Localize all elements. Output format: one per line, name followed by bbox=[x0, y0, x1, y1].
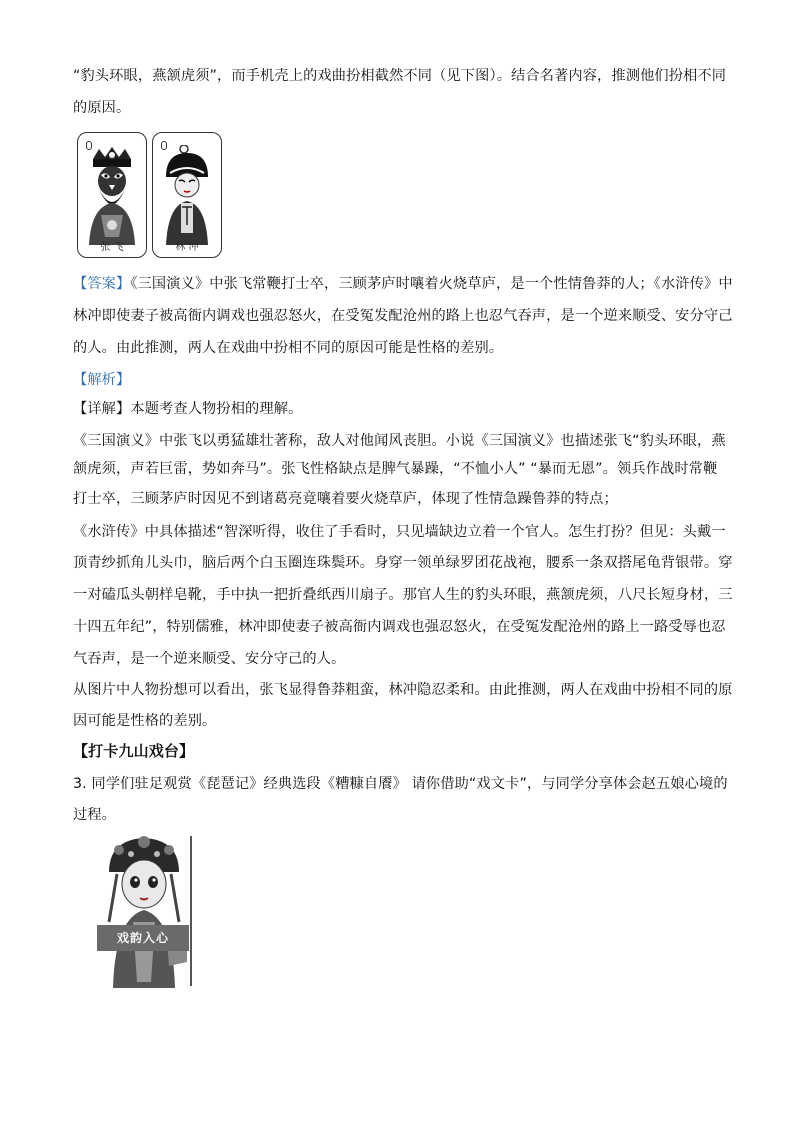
detail-line-10: 从图片中人物扮想可以看出，张飞显得鲁莽粗蛮，林冲隐忍柔和。由此推测，两人在戏曲中扮相不同的原 bbox=[73, 682, 733, 698]
phone-label-linchong: 林 冲 bbox=[175, 242, 199, 253]
detail-line-6: 顶青纱抓角儿头巾，脑后两个白玉圈连珠鬓环。身穿一领单绿罗团花战袍，腰系一条双搭尾龟背银带。穿 bbox=[73, 555, 733, 571]
answer-line-2: 林冲即使妻子被高衙内调戏也强忍怒火，在受冤发配沧州的路上也忍气吞声，是一个逆来顺受、安分守己 bbox=[73, 308, 733, 324]
intro-line-2: 的原因。 bbox=[73, 100, 131, 116]
detail-line-1: 【详解】本题考查人物扮相的理解。 bbox=[73, 401, 303, 417]
question3-line-2: 过程。 bbox=[73, 807, 117, 823]
question3-line-1: 3. 同学们驻足观赏《琵琶记》经典选段《糟糠自餍》 请你借助“戏文卡”，与同学分享体会赵五娘心境的 bbox=[73, 776, 728, 792]
detail-line-3: 颔虎须，声若巨雷，势如奔马”。张飞性格缺点是脾气暴躁，“不恤小人” “暴而无恩”。领兵作战时常鞭 bbox=[73, 461, 718, 477]
detail-line-8: 十四五年纪”，特别儒雅，林冲即使妻子被高衙内调戏也强忍怒火，在受冤发配沧州的路上一路受辱也忍 bbox=[73, 619, 726, 635]
answer-text-1: 《三国演义》中张飞常鞭打士卒，三顾茅庐时嚷着火烧草庐，是一个性情鲁莽的人；《水浒传》中 bbox=[130, 276, 733, 292]
stamp-label: 戏韵入心 bbox=[97, 925, 189, 951]
card-edge-divider bbox=[190, 836, 192, 986]
detail-line-11: 因可能是性格的差别。 bbox=[73, 713, 217, 729]
zhao-wuniang-opera-illustration bbox=[95, 832, 193, 988]
detail-line-2: 《三国演义》中张飞以勇猛雄壮著称，敌人对他闻风丧胆。小说《三国演义》也描述张飞“豹头环眼，燕 bbox=[73, 433, 726, 449]
linchong-opera-figure bbox=[154, 145, 220, 245]
detail-line-7: 一对磕瓜头朝样皂靴，手中执一把折叠纸西川扇子。那官人生的豹头环眼，燕颔虎须，八尺长短身材，三 bbox=[73, 587, 733, 603]
answer-tag: 【答案】 bbox=[73, 276, 131, 292]
detail-line-9: 气吞声，是一个逆来顺受、安分守己的人。 bbox=[73, 651, 346, 667]
section-title: 【打卡九山戏台】 bbox=[73, 742, 195, 760]
zhangfei-opera-figure bbox=[79, 145, 145, 245]
detail-line-5: 《水浒传》中具体描述“智深听得，收住了手看时，只见墙缺边立着一个官人。怎生打扮？但见：头戴一 bbox=[73, 524, 726, 540]
phone-case-linchong bbox=[152, 132, 222, 258]
detail-line-4: 打士卒，三顾茅庐时因见不到诸葛亮竟嚷着要火烧草庐，体现了性情急躁鲁莽的特点； bbox=[73, 491, 618, 507]
phone-label-zhangfei: 张 飞 bbox=[100, 242, 124, 253]
intro-line-1: “豹头环眼，燕颔虎须”，而手机壳上的戏曲扮相截然不同（见下图）。结合名著内容，推测他们扮相不同 bbox=[73, 68, 727, 84]
answer-line-3: 的人。由此推测，两人在戏曲中扮相不同的原因可能是性格的差别。 bbox=[73, 340, 504, 356]
answer-line-1 bbox=[73, 274, 733, 294]
phone-case-zhangfei bbox=[77, 132, 147, 258]
analysis-tag: 【解析】 bbox=[73, 372, 131, 388]
